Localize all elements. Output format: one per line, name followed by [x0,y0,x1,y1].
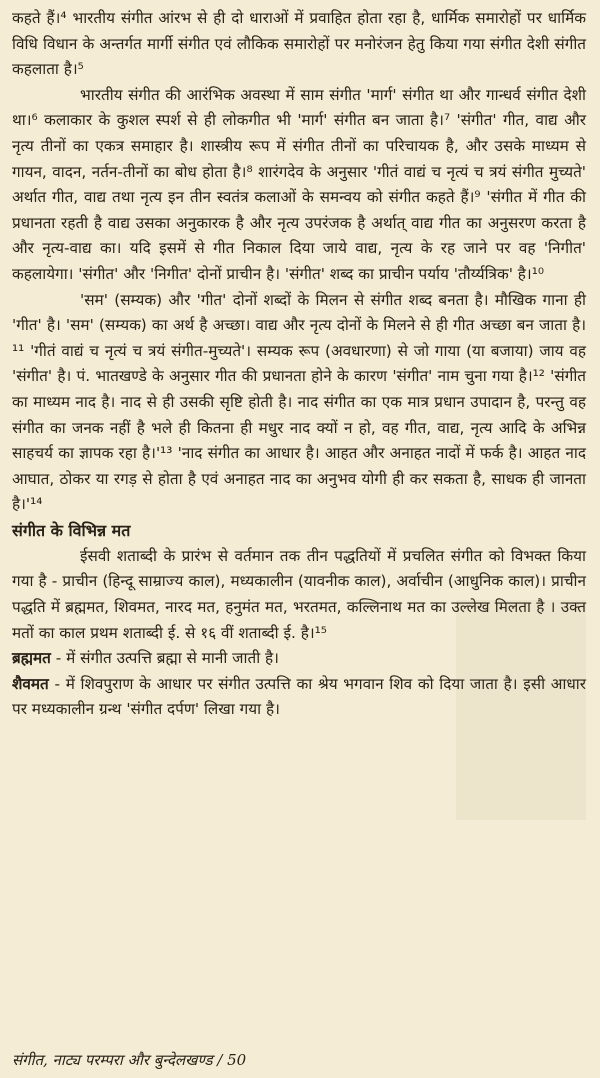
paragraph-1: कहते हैं।⁴ भारतीय संगीत आंरभ से ही दो धाराओं में प्रवाहित होता रहा है, धार्मिक समारोहों पर धार्मिक विधि विधान के अन्तर्गत मार्गी संगीत एवं लौकिक समारोहों पर मनोरंजन हेतु किया गया संगीत देशी संगीत कहलाता है।⁵ [12,9,586,79]
section-heading: संगीत के विभिन्न मत [12,520,131,540]
paragraph-4: ईसवी शताब्दी के प्रारंभ से वर्तमान तक तीन पद्धतियों में प्रचलित संगीत को विभक्त किया गया है - प्राचीन (हिन्दू साम्राज्य काल), मध्यकालीन (यावनीक काल), अर्वाचीन (आधुनिक काल)। प्राचीन पद्धति में ब्रह्ममत, शिवमत, नारद मत, हनुमंत मत, भरतमत, कल्लिनाथ मत का उल्लेख मिलता है । उक्त मतों का काल प्रथम शताब्दी ई. से १६ वीं शताब्दी ई. है।¹⁵ [12,546,586,642]
paragraph-3: 'सम' (सम्यक) और 'गीत' दोनों शब्दों के मिलन से संगीत शब्द बनता है। मौखिक गाना ही 'गीत' है। 'सम' (सम्यक) का अर्थ है अच्छा। वाद्य और नृत्य दोनों के मिलने से ही गीत अच्छा बन जाता है।¹¹ 'गीतं वाद्यं च नृत्यं च त्रयं संगीत-मुच्यते'। सम्यक रूप (अवधारणा) से जो गाया (या बजाया) जाय वह 'संगीत' है। पं. भातखण्डे के अनुसार गीत की प्रधानता होने के कारण 'संगीत' नाम चुना गया है।¹² 'संगीत का माध्यम नाद है। नाद से ही उसकी सृष्टि होती है। नाद संगीत का एक मात्र प्रधान उपादान है, परन्तु वह संगीत का जनक नहीं है भले ही कितना ही मधुर नाद क्यों न हो, वह गीत, वाद्य, नृत्य आदि के अभिन्न साहचर्य का ज्ञापक रहा है।'¹³ 'नाद संगीत का आधार है। आहत और अनाहत नादों में फर्क है। आहत नाद आघात, ठोकर या रगड़ से होता है एवं अनाहत नाद का अनुभव योगी ही कर सकता है, साधक ही जानता है।'¹⁴ [12,290,586,514]
paragraph-2: भारतीय संगीत की आरंभिक अवस्था में साम संगीत 'मार्ग' संगीत था और गान्धर्व संगीत देशी था।⁶ कलाकार के कुशल स्पर्श से ही लोकगीत भी 'मार्ग' संगीत बन जाता है।⁷ 'संगीत' गीत, वाद्य और नृत्य तीनों का एकत्र समाहार है। शास्त्रीय रूप में संगीत तीनों का परिचायक है, और उसके माध्यम से गायन, वादन, नर्तन-तीनों का बोध होता है।⁸ शारंगदेव के अनुसार 'गीतं वाद्यं च नृत्यं च त्रयं संगीत मुच्यते' अर्थात गीत, वाद्य तथा नृत्य इन तीन स्वतंत्र कलाओं के समन्वय को संगीत कहते हैं।⁹ 'संगीत में गीत की प्रधानता रहती है वाद्य उसका अनुकारक है और नृत्य उपरंजक है अर्थात् वाद्य गीत का अनुसरण करता है और नृत्य-वाद्य का। यदि इसमें से गीत निकाल दिया जाये वाद्य, नृत्य के रह जाने पर वह 'निगीत' कहलायेगा। 'संगीत' और 'निगीत' दोनों प्राचीन है। 'संगीत' शब्द का प्राचीन पर्याय 'तौर्य्यत्रिक' है।¹⁰ [12,85,586,283]
bleed-through-shadow [456,600,586,820]
page-footer: संगीत, नाट्य परम्परा और बुन्देलखण्ड / 50 [12,1051,247,1069]
brahm-mat-text: - में संगीत उत्पत्ति ब्रह्मा से मानी जाती है। [50,649,279,668]
shaiv-mat-text: - में शिवपुराण के आधार पर संगीत उत्पत्ति का श्रेय भगवान शिव को दिया जाता है। इसी आधार पर मध्यकालीन ग्रन्थ 'संगीत दर्पण' लिखा गया है। [12,674,586,719]
shaiv-mat-term: शैवमत [12,674,49,693]
brahm-mat-term: ब्रह्ममत [12,649,51,668]
